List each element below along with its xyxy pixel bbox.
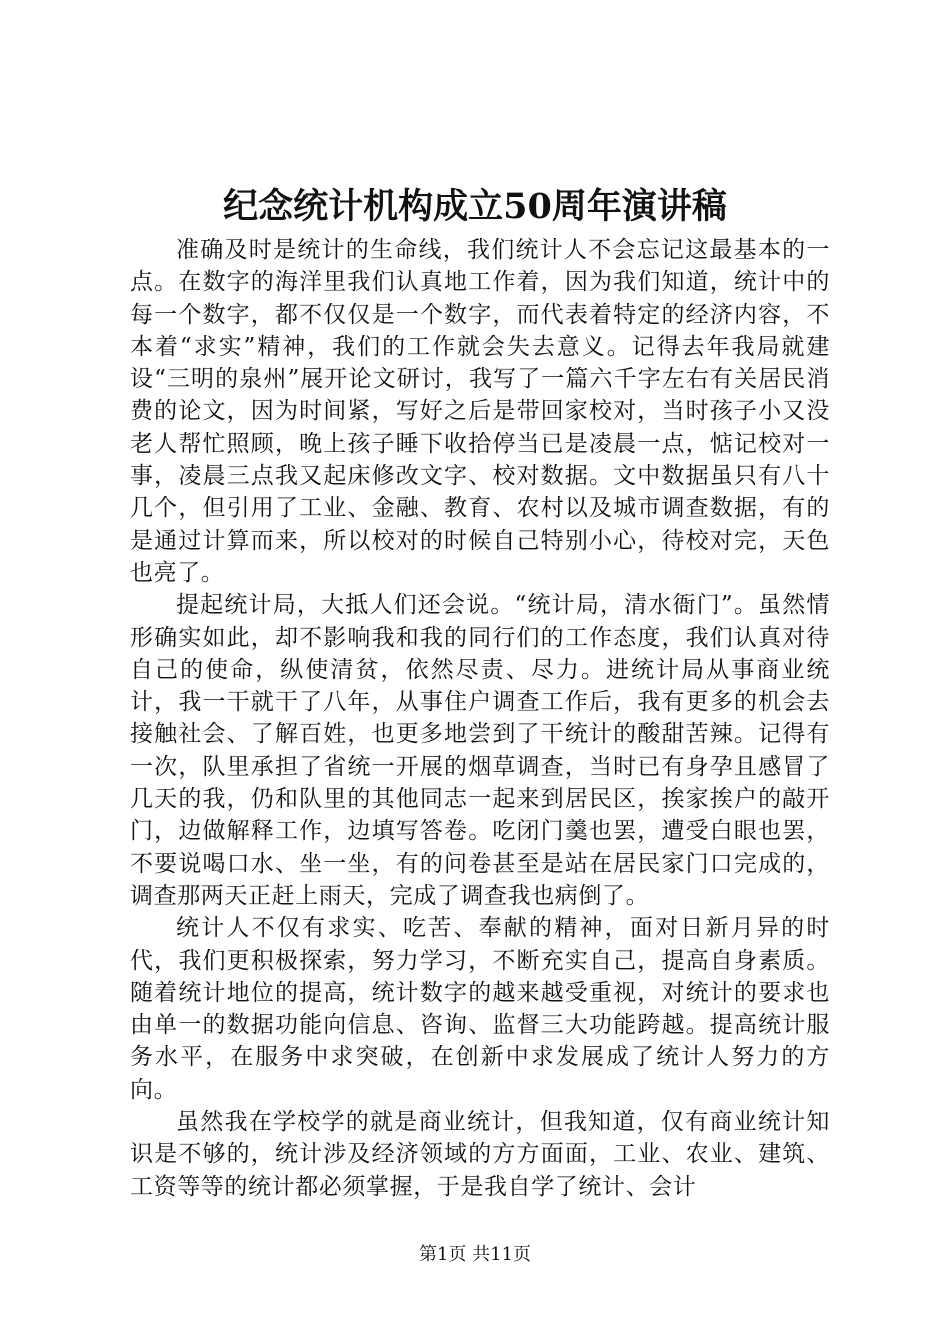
page-number-footer: 第1页 共11页 [418,1244,532,1265]
paragraph: 统计人不仅有求实、吃苦、奉献的精神，面对日新月异的时代，我们更积极探索，努力学习，不断充实自己，提高自身素质。随着统计地位的提高，统计数字的越来越受重视，对统计的要求也由单一的数据功能向信息、咨询、监督三大功能跨越。提高统计服务水平，在服务中求突破，在创新中求发展成了统计人努力的方向。 [130,915,830,1103]
document-body [130,234,830,1203]
document-title: 纪念统计机构成立50周年演讲稿 [223,186,727,227]
paragraph: 提起统计局，大抵人们还会说。“统计局，清水衙门”。虽然情形确实如此，却不影响我和我的同行们的工作态度，我们认真对待自己的使命，纵使清贫，依然尽责、尽力。进统计局从事商业统计，我一干就干了八年，从事住户调查工作后，我有更多的机会去接触社会、了解百姓，也更多地尝到了干统计的酸甜苦辣。记得有一次，队里承担了省统一开展的烟草调查，当时已有身孕且感冒了几天的我，仍和队里的其他同志一起来到居民区，挨家挨户的敲开门，边做解释工作，边填写答卷。吃闭门羹也罢，遭受白眼也罢，不要说喝口水、坐一坐，有的问卷甚至是站在居民家门口完成的，调查那两天正赶上雨天，完成了调查我也病倒了。 [130,592,830,909]
paragraph: 准确及时是统计的生命线，我们统计人不会忘记这最基本的一点。在数字的海洋里我们认真地工作着，因为我们知道，统计中的每一个数字，都不仅仅是一个数字，而代表着特定的经济内容，不本着“求实”精神，我们的工作就会失去意义。记得去年我局就建设“三明的泉州”展开论文研讨，我写了一篇六千字左右有关居民消费的论文，因为时间紧，写好之后是带回家校对，当时孩子小又没老人帮忙照顾，晚上孩子睡下收拾停当已是凌晨一点，惦记校对一事，凌晨三点我又起床修改文字、校对数据。文中数据虽只有八十几个，但引用了工业、金融、教育、农村以及城市调查数据，有的是通过计算而来，所以校对的时候自己特别小心，待校对完，天色也亮了。 [130,237,830,586]
paragraph: 虽然我在学校学的就是商业统计，但我知道，仅有商业统计知识是不够的，统计涉及经济领域的方方面面，工业、农业、建筑、工资等等的统计都必须掌握，于是我自学了统计、会计 [130,1109,830,1200]
